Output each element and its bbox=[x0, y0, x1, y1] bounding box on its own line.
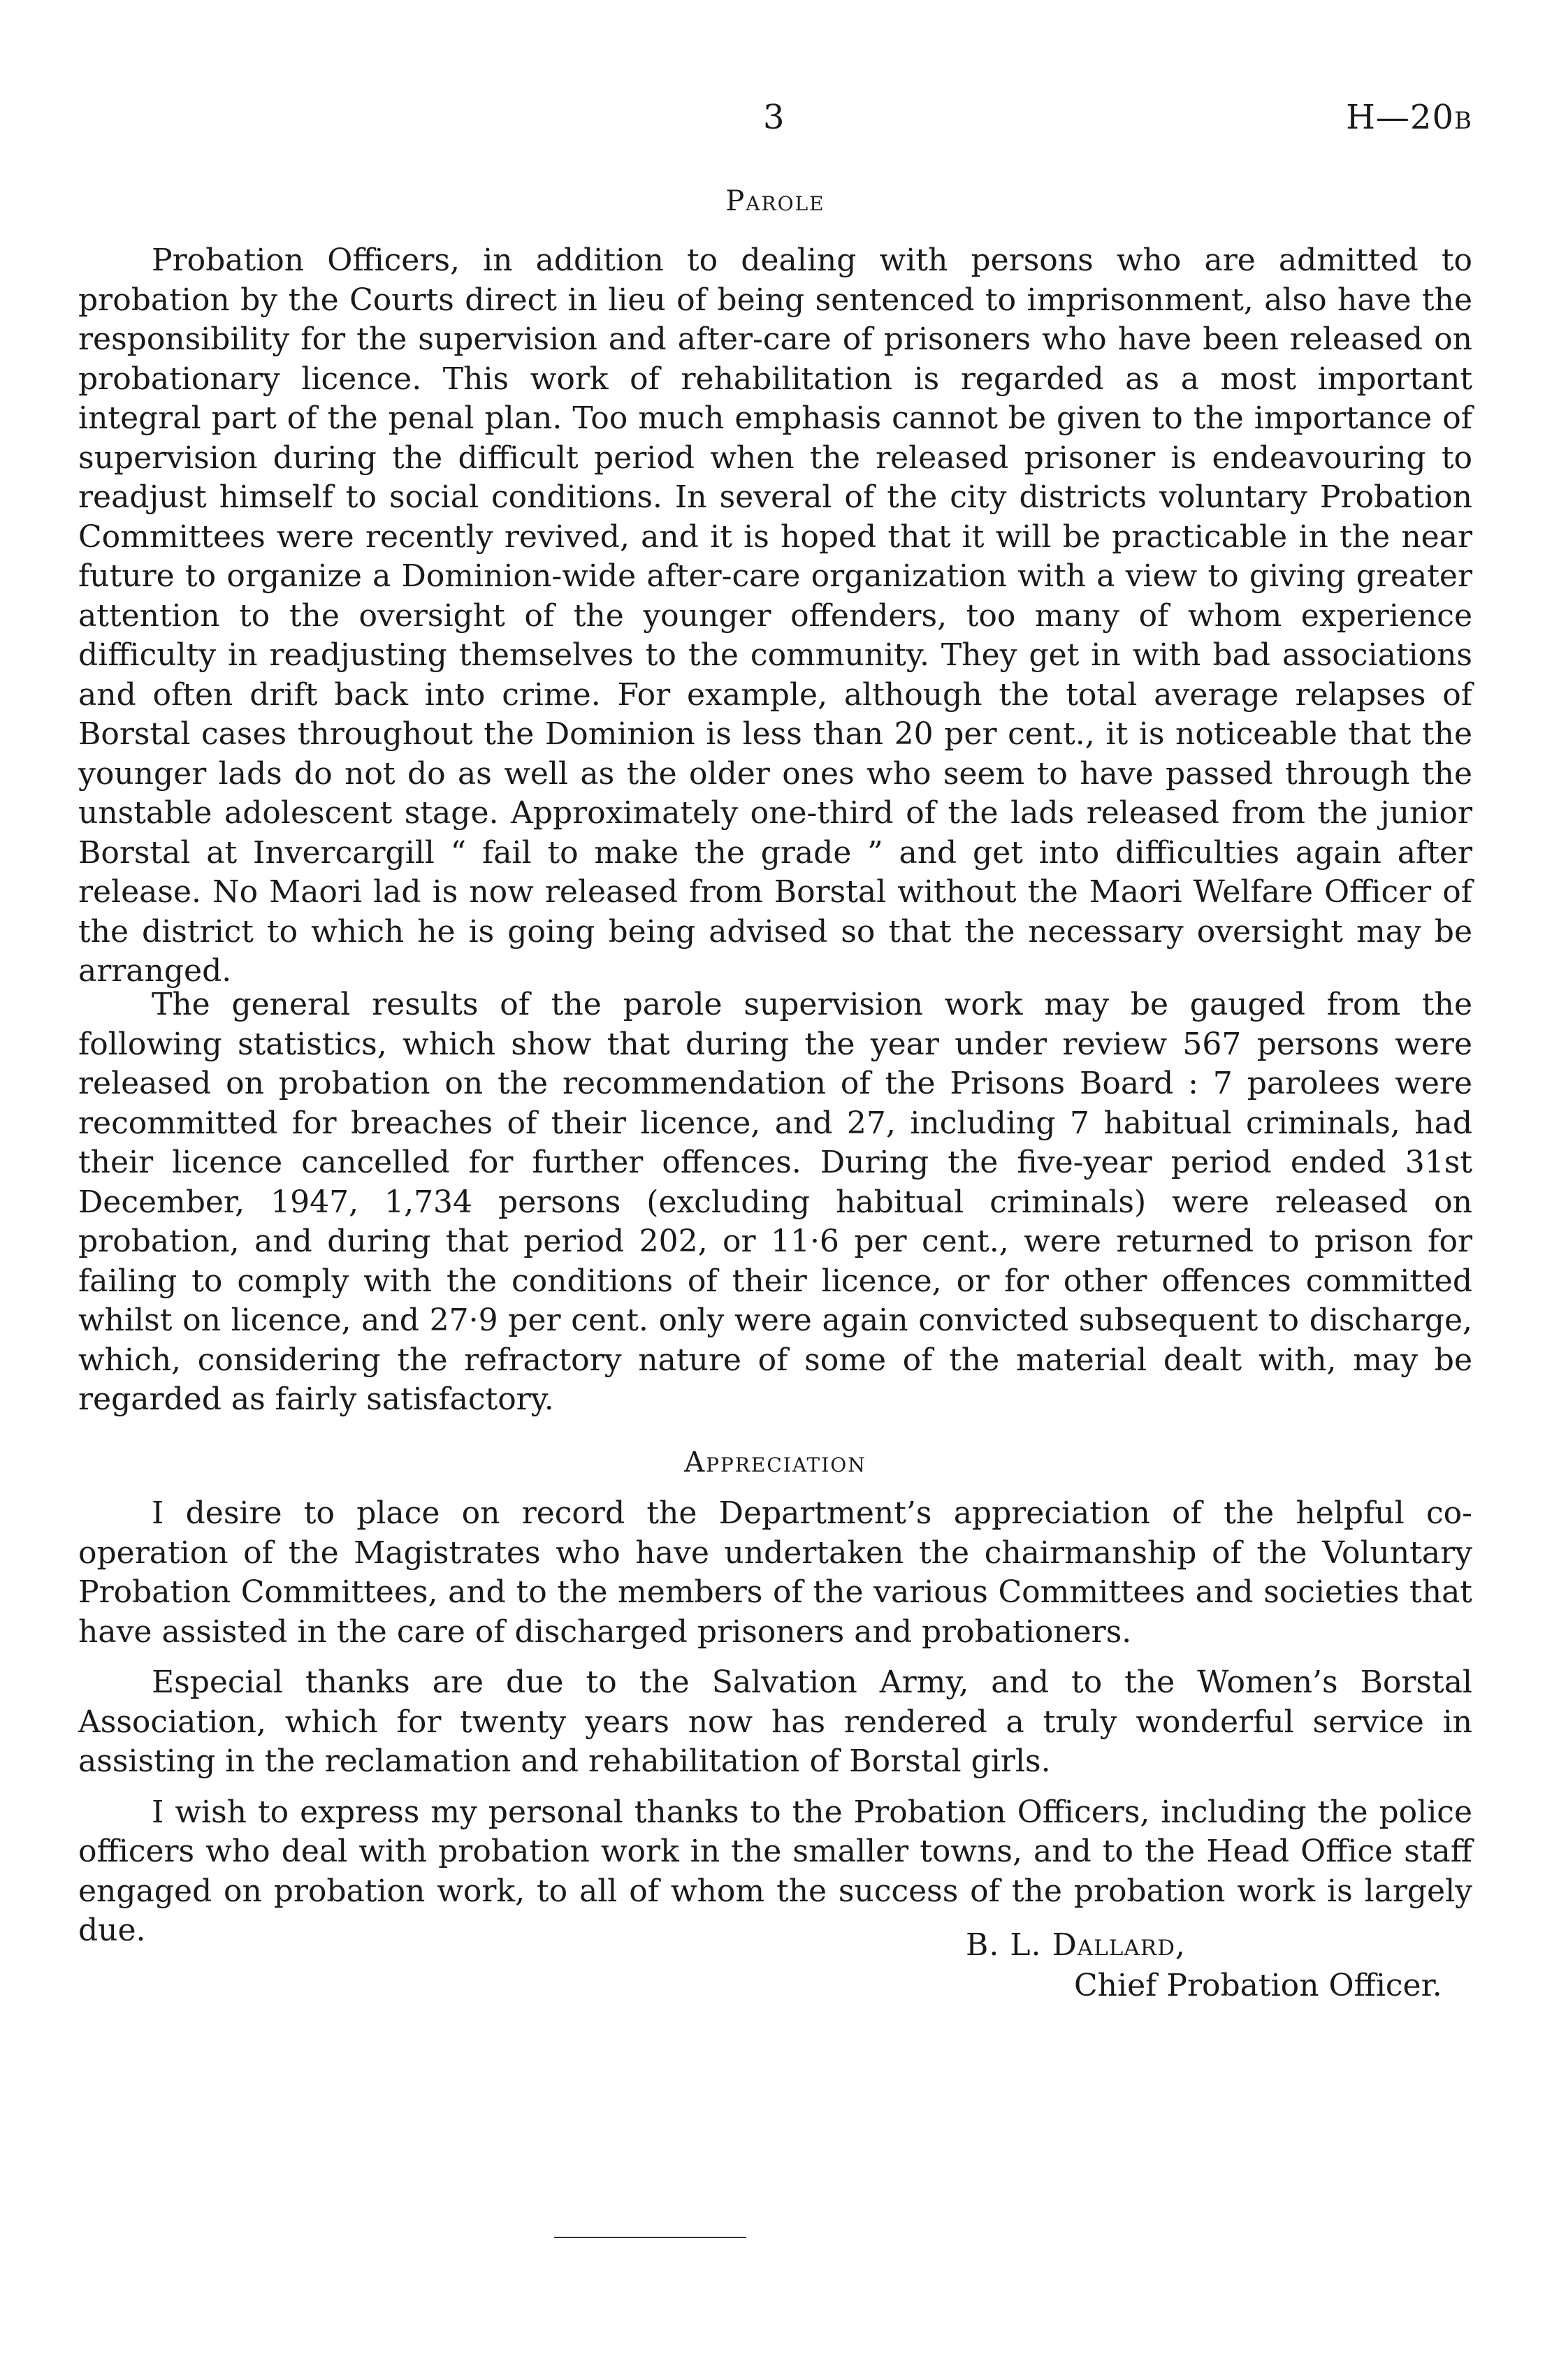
signature-block bbox=[924, 1925, 1442, 2006]
document-reference-suffix: B bbox=[1454, 107, 1472, 135]
parole-statistics-body bbox=[78, 985, 1472, 1420]
appreciation-paragraph-2: Especial thanks are due to the Salvation Army, and to the Women’s Borstal Association, which for twenty years now has rendered a truly wonderful service in assisting in the reclamation and rehabilitation of Borstal girls. bbox=[78, 1664, 1472, 1779]
appreciation-section-body bbox=[78, 1494, 1472, 1951]
appreciation-paragraph-3: I wish to express my personal thanks to the Probation Officers, including the police officers who deal with probation work in the smaller towns, and to the Head Office staff engaged on probation work, to all of whom the success of the probation work is largely due. bbox=[78, 1794, 1472, 1948]
page-number: 3 bbox=[763, 98, 785, 137]
signatory-title: Chief Probation Officer. bbox=[1074, 1968, 1442, 2003]
appreciation-paragraph-1: I desire to place on record the Department’s appreciation of the helpful co-operation of the Magistrates who have undertaken the chairmanship of the Voluntary Probation Committees, and to the members of the various Committees and societies that have assisted in the care of discharged prisoners and probationers. bbox=[78, 1495, 1472, 1650]
parole-paragraph-1: Probation Officers, in addition to dealing with persons who are admitted to probation by the Courts direct in lieu of being sentenced to imprisonment, also have the responsibility for the supervision and after-care of prisoners who have been released on probationary licence. This work of rehabilitation is regarded as a most important integral part of the penal plan. Too much emphasis cannot be given to the importance of supervision during the difficult period when the released prisoner is endeavouring to readjust himself to social conditions. In several of the city districts voluntary Probation Committees were recently revived, and it is hoped that it will be practicable in the near future to organize a Dominion-wide after-care organization with a view to giving greater attention to the oversight of the younger offenders, too many of whom experience difficulty in readjusting themselves to the community. They get in with bad associations and often drift back into crime. For example, although the total average relapses of Borstal cases throughout the Dominion is less than 20 per cent., it is noticeable that the younger lads do not do as well as the older ones who seem to have passed through the unstable adolescent stage. Approximately one-third of the lads released from the junior Borstal at Invercargill “ fail to make the grade ” and get into difficulties again after release. No Maori lad is now released from Borstal without the Maori Welfare Officer of the district to which he is going being advised so that the necessary oversight may be arranged. bbox=[78, 242, 1472, 989]
document-reference bbox=[1346, 98, 1472, 137]
footer-divider bbox=[554, 2237, 746, 2238]
section-heading-parole: Parole bbox=[725, 185, 825, 217]
parole-section-body bbox=[78, 241, 1472, 992]
document-page bbox=[78, 0, 1472, 2380]
document-reference-main: H—20 bbox=[1346, 98, 1454, 137]
signatory-name: B. L. Dallard, bbox=[966, 1927, 1186, 1963]
page-header bbox=[78, 98, 1472, 147]
section-heading-appreciation: Appreciation bbox=[684, 1446, 866, 1479]
parole-paragraph-2: The general results of the parole supervision work may be gauged from the following statistics, which show that during the year under review 567 persons were released on probation on the recommendation of the Prisons Board : 7 parolees were recommitted for breaches of their licence, and 27, including 7 habitual criminals, had their licence cancelled for further offences. During the five-year period ended 31st December, 1947, 1,734 persons (excluding habitual criminals) were released on probation, and during that period 202, or 11·6 per cent., were returned to prison for failing to comply with the conditions of their licence, or for other offences committed whilst on licence, and 27·9 per cent. only were again convicted subsequent to discharge, which, considering the refractory nature of some of the material dealt with, may be regarded as fairly satisfactory. bbox=[78, 987, 1472, 1417]
